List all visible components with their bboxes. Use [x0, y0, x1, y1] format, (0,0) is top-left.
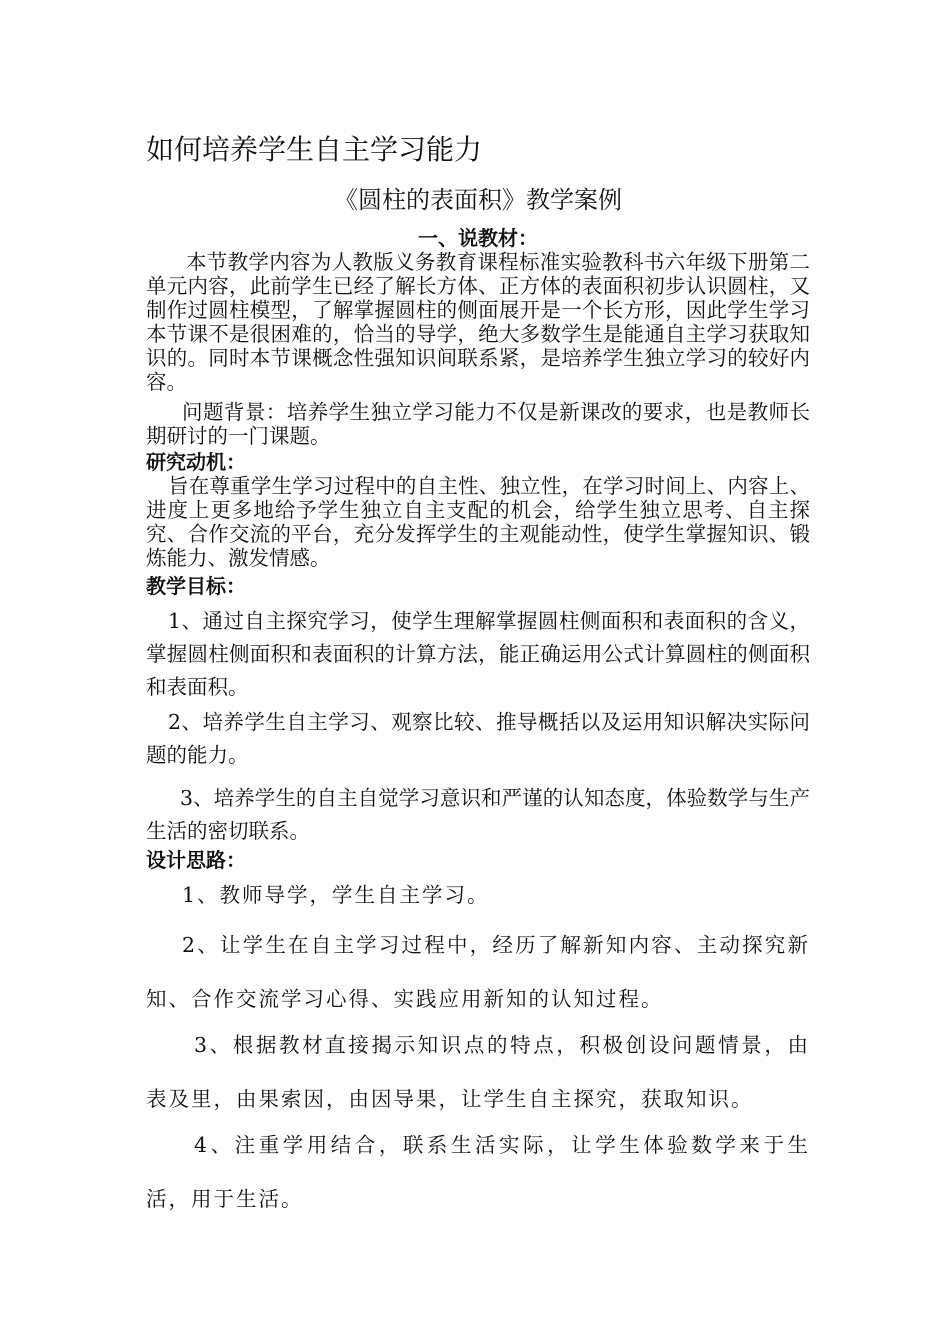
- section-heading-textbook: 一、说教材：: [418, 226, 538, 250]
- design-item-4: 4、注重学用结合，联系生活实际，让学生体验数学来于生活，用于生活。: [146, 1133, 810, 1211]
- goal-item-2: 2、培养学生自主学习、观察比较、推导概括以及运用知识解决实际问题的能力。: [146, 710, 810, 767]
- paragraph-textbook: 本节教学内容为人教版义务教育课程标准实验教科书六年级下册第二单元内容，此前学生已经了解长方体、正方体的表面积初步认识圆柱，又制作过圆柱模型，了解掌握圆柱的侧面展开是一个长方形，因此学生学习本节课不是很困难的，恰当的导学，绝大多数学生是能通自主学习获取知识的。同时本节课概念性强知识间联系紧，是培养学生独立学习的较好内容。: [146, 250, 810, 394]
- design-item-3: 3、根据教材直接揭示知识点的特点，积极创设问题情景，由表及里，由果索因，由因导果，让学生自主探究，获取知识。: [146, 1033, 810, 1111]
- document-subtitle: 《圆柱的表面积》教学案例: [334, 186, 622, 214]
- heading-goals: 教学目标：: [146, 574, 246, 598]
- design-item-1: 1、教师导学，学生自主学习。: [182, 883, 490, 907]
- document-title: 如何培养学生自主学习能力: [146, 133, 483, 166]
- heading-design: 设计思路：: [146, 848, 246, 872]
- paragraph-motivation: 旨在尊重学生学习过程中的自主性、独立性，在学习时间上、内容上、进度上更多地给予学生独立自主支配的机会，给学生独立思考、自主探究、合作交流的平台，充分发挥学生的主观能动性，使学生掌握知识、锻炼能力、激发情感。: [146, 474, 810, 570]
- heading-motivation: 研究动机：: [146, 450, 246, 474]
- goal-item-3: 3、培养学生的自主自觉学习意识和严谨的认知态度，体验数学与生产生活的密切联系。: [146, 786, 810, 843]
- paragraph-background: 问题背景：培养学生独立学习能力不仅是新课改的要求，也是教师长期研讨的一门课题。: [146, 400, 810, 448]
- design-item-2: 2、让学生在自主学习过程中，经历了解新知内容、主动探究新知、合作交流学习心得、实践应用新知的认知过程。: [146, 933, 810, 1011]
- goal-item-1: 1、通过自主探究学习，使学生理解掌握圆柱侧面积和表面积的含义，掌握圆柱侧面积和表面积的计算方法，能正确运用公式计算圆柱的侧面积和表面积。: [146, 609, 810, 699]
